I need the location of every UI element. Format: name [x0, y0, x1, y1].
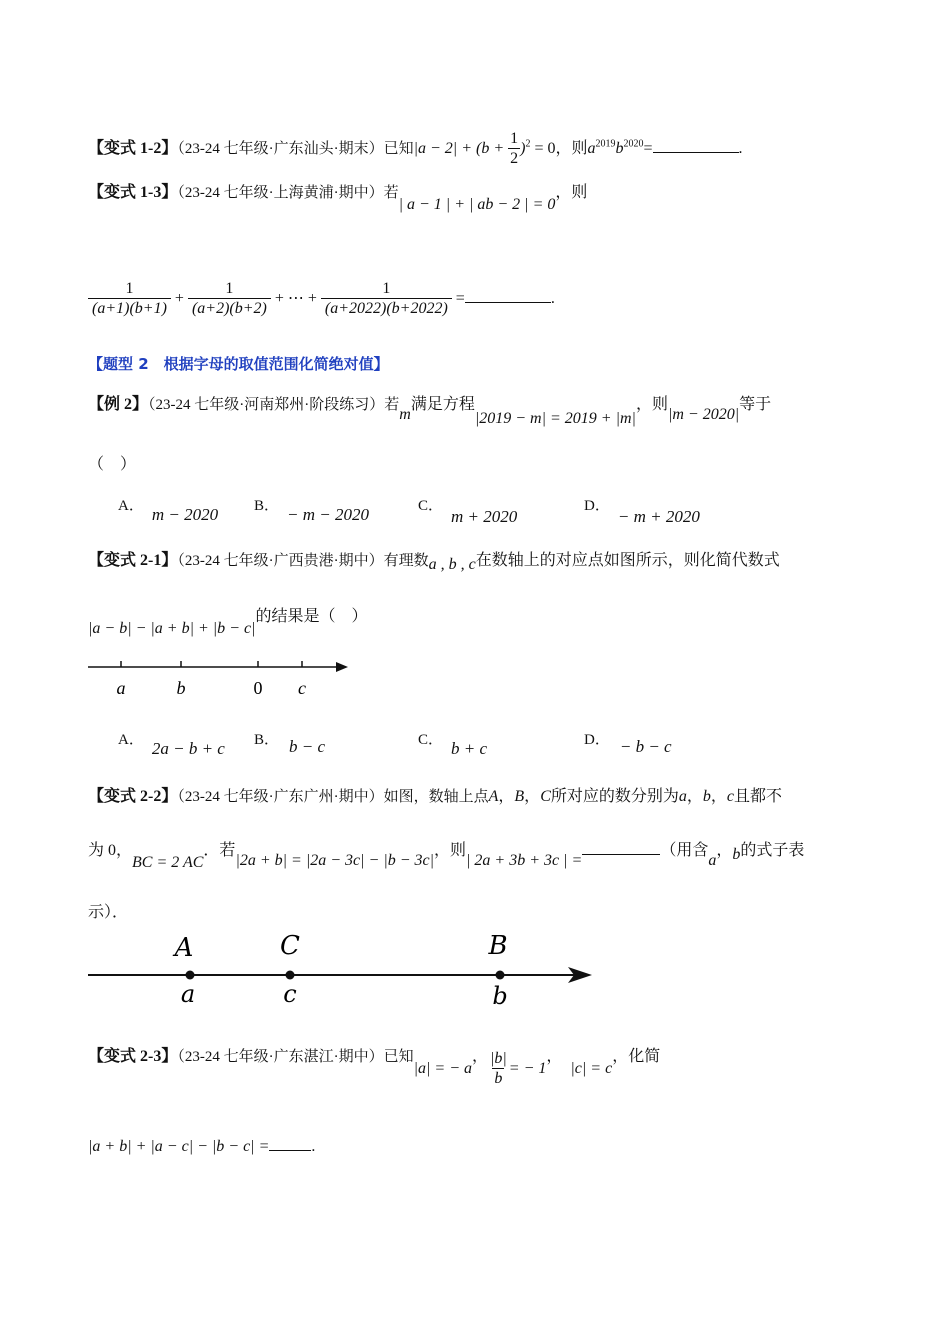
v22-tag: 【变式 2-2】	[88, 788, 178, 805]
ex2-option-d[interactable]	[584, 496, 700, 526]
v13-tag: 【变式 1-3】	[88, 184, 178, 201]
ex2-then: ，则	[635, 396, 668, 413]
v22-answer-blank[interactable]	[582, 854, 660, 855]
point-a-dot	[186, 971, 195, 980]
v23-fraction-num: |b|	[490, 1050, 507, 1067]
v23-fraction-den: b	[494, 1070, 503, 1088]
v12-eq: =	[643, 139, 653, 157]
ex2-source: （23-24 七年级·河南郑州·阶段练习）若	[148, 397, 400, 413]
v13-eq: =	[455, 289, 465, 307]
v12-square: 2	[525, 138, 531, 150]
v13-answer-blank[interactable]	[465, 302, 551, 303]
v23-text: ，化简	[612, 1047, 661, 1065]
point-b-label: B	[488, 931, 508, 961]
ex2-line	[88, 396, 772, 427]
v22-point-c: C	[540, 788, 551, 805]
v13-f3-num: 1	[382, 280, 391, 297]
v23-fraction	[488, 1050, 509, 1089]
v22-line-2	[88, 842, 805, 871]
v23-condition-1: |a| = − a	[413, 1059, 472, 1077]
ex2-var-m: m	[399, 406, 411, 423]
ex2-equals: 等于	[739, 396, 772, 413]
v22-condition-2: |2a + b| = |2a − 3c| − |b − 3c|	[235, 852, 435, 869]
option-label: B．	[254, 732, 280, 748]
option-label: D．	[584, 498, 610, 514]
label-a: a	[116, 678, 126, 698]
v12-half-fraction	[508, 130, 520, 169]
v21-text: 在数轴上的对应点如图所示，则化简代数式	[475, 552, 780, 569]
v23-tag: 【变式 2-3】	[88, 1047, 178, 1065]
v21-option-d[interactable]	[584, 730, 672, 756]
v22-var-b: b	[702, 788, 711, 805]
point-c-label: C	[280, 931, 300, 961]
label-c: c	[298, 678, 306, 698]
v22-source: （23-24 七年级·广东广州·期中）如图，数轴上点	[177, 789, 489, 805]
ex2-equation: |2019 − m| = 2019 + |m|	[474, 410, 636, 427]
v22-var-c: c	[726, 788, 735, 805]
v13-f2-num: 1	[225, 280, 234, 297]
v23-line	[88, 1038, 661, 1088]
axis-arrow	[336, 662, 348, 672]
v13-f1-den: (a+1)(b+1)	[88, 298, 171, 318]
v21-line	[88, 552, 780, 573]
v13-line	[88, 184, 588, 213]
v13-end: .	[550, 289, 555, 307]
v22-target: | 2a + 3b + 3c | =	[466, 852, 583, 869]
option-label: C．	[418, 732, 444, 748]
ex2-option-c[interactable]	[418, 496, 518, 526]
option-label: A．	[118, 498, 144, 514]
v22-hint-a: a	[708, 852, 717, 869]
v13-fraction-3	[321, 280, 452, 319]
option-value: 2a − b + c	[151, 739, 225, 758]
v22-text-4: ．若	[203, 842, 236, 859]
v13-source: （23-24 七年级·上海黄浦·期中）若	[177, 185, 399, 201]
v12-answer-blank[interactable]	[653, 152, 739, 153]
v22-condition-1: BC = 2 AC	[132, 854, 204, 871]
v13-f2-den: (a+2)(b+2)	[188, 298, 271, 318]
v21-tag: 【变式 2-1】	[88, 552, 178, 569]
v22-line-1	[88, 788, 782, 806]
v13-dots: + ⋯ +	[274, 289, 317, 307]
v23-condition-2: = − 1	[508, 1059, 547, 1077]
v13-fraction-2	[188, 280, 271, 319]
v23-expression: |a + b| + |a − c| − |b − c| =	[88, 1138, 270, 1155]
v12-pow-b: b	[615, 139, 624, 157]
ex2-answer-paren: （ ）	[88, 456, 137, 473]
ex2-expression: |m − 2020|	[667, 406, 740, 423]
v12-math-a: |a − 2| + (b +	[413, 139, 509, 157]
point-c-dot	[286, 971, 295, 980]
v22-text-1: 所对应的数分别为	[550, 788, 679, 805]
ex2-option-a[interactable]	[118, 496, 219, 524]
option-value: − b − c	[619, 737, 672, 756]
v13-f3-den: (a+2022)(b+2022)	[321, 298, 452, 318]
v13-f1-num: 1	[125, 280, 134, 297]
option-value: b + c	[451, 739, 488, 758]
v13-sum	[88, 280, 555, 319]
option-label: D．	[584, 732, 610, 748]
v12-tag: 【变式 1-2】	[88, 139, 178, 157]
v21-option-a[interactable]	[118, 730, 225, 758]
v23-condition-3: |c| = c	[570, 1059, 613, 1077]
v21-option-b[interactable]	[254, 730, 326, 756]
v13-then: ，则	[555, 184, 588, 201]
v12-end: .	[738, 139, 743, 157]
v12-source: （23-24 七年级·广东汕头·期末）已知	[177, 140, 414, 157]
v21-option-c[interactable]	[418, 730, 488, 758]
v12-line	[88, 130, 743, 169]
v22-then: ，则	[434, 842, 467, 859]
option-label: C．	[418, 498, 444, 514]
option-value: − m + 2020	[617, 507, 700, 526]
v21-expr-line	[88, 608, 368, 637]
v12-math-b: )	[520, 139, 526, 157]
v12-exp-a: 2019	[595, 138, 616, 150]
v12-eq0: = 0，则	[530, 139, 588, 157]
v22-point-b: B	[514, 788, 525, 805]
ex2-option-b[interactable]	[254, 496, 369, 524]
value-c-label: c	[283, 980, 297, 1008]
v12-pow-a: a	[587, 139, 596, 157]
separator: ，	[546, 1047, 563, 1065]
label-0: 0	[253, 678, 263, 698]
v12-half-den: 2	[510, 150, 519, 168]
v12-half-num: 1	[510, 130, 519, 147]
v13-fraction-1	[88, 280, 171, 319]
separator: ，	[686, 788, 703, 805]
option-label: A．	[118, 732, 144, 748]
v22-var-a: a	[678, 788, 687, 805]
v22-text-3: 为 0，	[88, 842, 133, 859]
separator: ，	[498, 788, 515, 805]
v22-hint-b: b	[732, 846, 741, 863]
value-b-label: b	[492, 982, 508, 1010]
ex2-tag: 【例 2】	[88, 396, 149, 413]
option-label: B．	[254, 498, 280, 514]
value-a-label: a	[180, 980, 196, 1008]
section-2-heading: 【题型 2 根据字母的取值范围化简绝对值】	[88, 355, 389, 373]
v21-number-line	[80, 652, 360, 702]
v12-exp-b: 2020	[623, 138, 644, 150]
v13-condition: | a − 1 | + | ab − 2 | = 0	[398, 196, 556, 213]
v22-number-line	[80, 926, 600, 1010]
option-value: m − 2020	[151, 505, 219, 524]
v21-result: 的结果是（ ）	[255, 608, 368, 625]
v23-expression-line	[88, 1138, 315, 1156]
option-value: b − c	[289, 737, 326, 756]
label-b: b	[176, 678, 186, 698]
v22-point-a: A	[488, 788, 499, 805]
point-b-dot	[496, 971, 505, 980]
v22-hint-2: 的式子表	[740, 842, 805, 859]
v21-source: （23-24 七年级·广西贵港·期中）有理数	[177, 553, 429, 569]
separator: ，	[524, 788, 541, 805]
separator: ，	[471, 1047, 488, 1065]
v22-hint-1: （用含	[660, 842, 709, 859]
separator: ，	[710, 788, 727, 805]
option-value: − m − 2020	[287, 505, 369, 524]
separator: ，	[716, 842, 733, 859]
v23-source: （23-24 七年级·广东湛江·期中）已知	[177, 1048, 414, 1065]
v21-expression: |a − b| − |a + b| + |b − c|	[88, 620, 256, 637]
v21-vars: a , b , c	[428, 556, 476, 573]
v13-plus: +	[174, 289, 184, 307]
v23-end: .	[311, 1138, 316, 1155]
v22-text-2: 且都不	[734, 788, 783, 805]
v22-hint-end: 示）．	[88, 904, 129, 921]
v23-answer-blank[interactable]	[269, 1150, 311, 1151]
ex2-satisfies: 满足方程	[410, 396, 475, 413]
option-value: m + 2020	[451, 507, 518, 526]
point-a-label: A	[174, 933, 194, 963]
